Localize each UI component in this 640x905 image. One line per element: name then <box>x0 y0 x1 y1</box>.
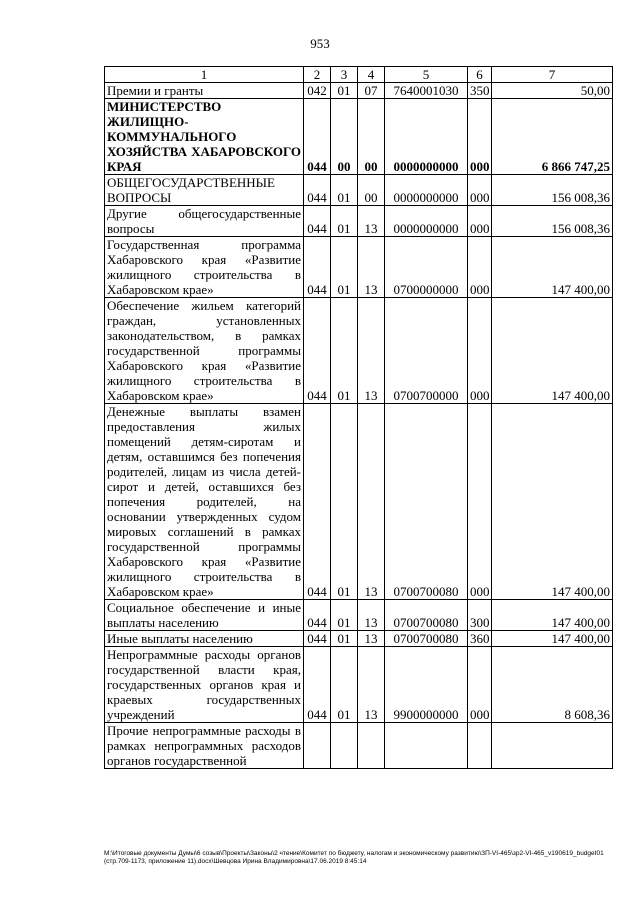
row-code-6: 000 <box>468 99 492 175</box>
row-code-2: 044 <box>304 404 331 600</box>
row-code-2: 044 <box>304 206 331 237</box>
row-code-4: 00 <box>358 175 385 206</box>
row-code-2: 044 <box>304 175 331 206</box>
row-code-6: 000 <box>468 298 492 404</box>
table-row <box>105 298 613 404</box>
row-code-5: 0000000000 <box>385 99 468 175</box>
row-amount: 50,00 <box>492 83 613 99</box>
row-code-5: 0700700000 <box>385 298 468 404</box>
row-code-4: 13 <box>358 631 385 647</box>
row-code-3: 01 <box>331 631 358 647</box>
row-amount: 147 400,00 <box>492 298 613 404</box>
row-code-6: 000 <box>468 647 492 723</box>
table-row <box>105 175 613 206</box>
header-cell: 1 <box>105 67 304 83</box>
header-cell: 7 <box>492 67 613 83</box>
row-code-2 <box>304 723 331 769</box>
row-amount: 156 008,36 <box>492 175 613 206</box>
header-cell: 3 <box>331 67 358 83</box>
row-code-3: 01 <box>331 600 358 631</box>
row-code-4 <box>358 723 385 769</box>
row-code-3: 01 <box>331 647 358 723</box>
budget-table <box>104 66 613 769</box>
row-code-6: 000 <box>468 237 492 298</box>
row-code-6: 300 <box>468 600 492 631</box>
row-name: МИНИСТЕРСТВО ЖИЛИЩНО-КОММУНАЛЬНОГО ХОЗЯЙСТВА ХАБАРОВСКОГО КРАЯ <box>105 99 304 175</box>
row-code-3: 01 <box>331 83 358 99</box>
row-code-2: 044 <box>304 298 331 404</box>
row-code-6: 000 <box>468 206 492 237</box>
table-row <box>105 83 613 99</box>
table-row <box>105 404 613 600</box>
row-code-3: 00 <box>331 99 358 175</box>
row-code-5: 9900000000 <box>385 647 468 723</box>
row-code-5 <box>385 723 468 769</box>
row-code-3: 01 <box>331 206 358 237</box>
row-code-4: 13 <box>358 298 385 404</box>
header-cell: 5 <box>385 67 468 83</box>
row-name: Другие общегосударственные вопросы <box>105 206 304 237</box>
row-code-2: 044 <box>304 237 331 298</box>
row-amount: 8 608,36 <box>492 647 613 723</box>
row-code-6 <box>468 723 492 769</box>
row-name: Обеспечение жильем категорий граждан, установленных законодательством, в рамках государственной программы Хабаровского края «Развитие жилищного строительства в Хабаровском крае» <box>105 298 304 404</box>
row-code-2: 042 <box>304 83 331 99</box>
row-code-4: 13 <box>358 404 385 600</box>
row-code-6: 350 <box>468 83 492 99</box>
row-code-3 <box>331 723 358 769</box>
row-code-4: 13 <box>358 237 385 298</box>
row-code-5: 0000000000 <box>385 175 468 206</box>
row-code-5: 0700700080 <box>385 404 468 600</box>
header-cell: 4 <box>358 67 385 83</box>
row-code-2: 044 <box>304 631 331 647</box>
row-code-3: 01 <box>331 404 358 600</box>
row-code-2: 044 <box>304 647 331 723</box>
row-amount: 147 400,00 <box>492 237 613 298</box>
row-code-4: 13 <box>358 206 385 237</box>
table-row <box>105 206 613 237</box>
row-code-5: 7640001030 <box>385 83 468 99</box>
row-amount: 6 866 747,25 <box>492 99 613 175</box>
row-code-5: 0000000000 <box>385 206 468 237</box>
row-code-4: 13 <box>358 647 385 723</box>
row-amount: 147 400,00 <box>492 600 613 631</box>
row-name: Премии и гранты <box>105 83 304 99</box>
row-code-6: 000 <box>468 175 492 206</box>
row-name: Прочие непрограммные расходы в рамках непрограммных расходов органов государственной <box>105 723 304 769</box>
row-code-2: 044 <box>304 600 331 631</box>
row-code-6: 000 <box>468 404 492 600</box>
row-name: Государственная программа Хабаровского края «Развитие жилищного строительства в Хабаровском крае» <box>105 237 304 298</box>
table-row <box>105 723 613 769</box>
row-amount: 147 400,00 <box>492 631 613 647</box>
table-row <box>105 631 613 647</box>
document-path-footer: М:\Итоговые документы Думы\6 созыв\Проекты\Законы\2 чтение\Комитет по бюджету, налогам и экономическому развитию\ЗП-VI-465\зр2-VI-465_v190619_budget01 (стр.709-1173, приложение 11).docx\Шевцова Ирина Владимировна\17.06.2019 8:45:14 <box>104 850 604 865</box>
row-name: ОБЩЕГОСУДАРСТВЕННЫЕ ВОПРОСЫ <box>105 175 304 206</box>
page-number: 953 <box>310 36 330 51</box>
row-code-3: 01 <box>331 237 358 298</box>
row-code-3: 01 <box>331 298 358 404</box>
table-header-row <box>105 67 613 83</box>
row-code-5: 0700000000 <box>385 237 468 298</box>
row-code-5: 0700700080 <box>385 600 468 631</box>
row-name: Денежные выплаты взамен предоставления жилых помещений детям-сиротам и детям, оставшимся без попечения родителей, лицам из числа детей-сирот и детей, оставшихся без попечения родителей, на основании утвержденных судом мировых соглашений в рамках государственной программы Хабаровского края «Развитие жилищного строительства в Хабаровском крае» <box>105 404 304 600</box>
header-cell: 2 <box>304 67 331 83</box>
table-row <box>105 99 613 175</box>
row-code-6: 360 <box>468 631 492 647</box>
row-code-5: 0700700080 <box>385 631 468 647</box>
row-name: Непрограммные расходы органов государственной власти края, государственных органов края и краевых государственных учреждений <box>105 647 304 723</box>
row-code-4: 07 <box>358 83 385 99</box>
row-amount <box>492 723 613 769</box>
row-code-4: 13 <box>358 600 385 631</box>
row-name: Иные выплаты населению <box>105 631 304 647</box>
table-row <box>105 647 613 723</box>
row-name: Социальное обеспечение и иные выплаты населению <box>105 600 304 631</box>
row-code-4: 00 <box>358 99 385 175</box>
row-amount: 147 400,00 <box>492 404 613 600</box>
table-row <box>105 600 613 631</box>
row-code-2: 044 <box>304 99 331 175</box>
row-amount: 156 008,36 <box>492 206 613 237</box>
row-code-3: 01 <box>331 175 358 206</box>
header-cell: 6 <box>468 67 492 83</box>
table-row <box>105 237 613 298</box>
